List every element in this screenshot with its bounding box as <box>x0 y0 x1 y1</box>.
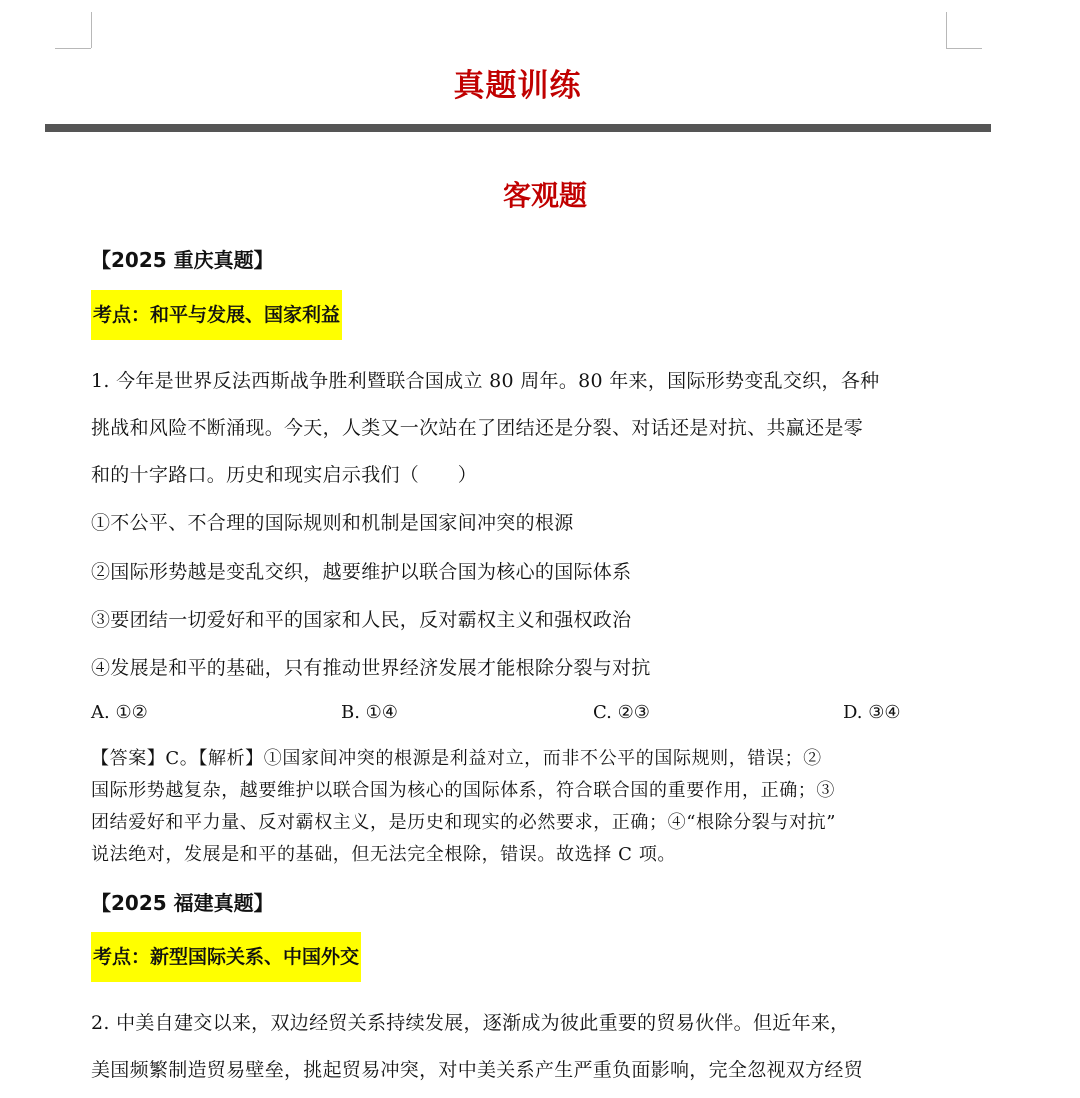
q1-stem-line-1: 1. 今年是世界反法西斯战争胜利暨联合国成立 80 周年。80 年来，国际形势变乱交织，各种 <box>91 370 880 392</box>
q1-option-c: C. ②③ <box>593 702 650 723</box>
q2-stem-line-1: 2. 中美自建交以来，双边经贸关系持续发展，逐渐成为彼此重要的贸易伙伴。但近年来， <box>91 1012 850 1034</box>
q1-stem-line-2: 挑战和风险不断涌现。今天，人类又一次站在了团结还是分裂、对话还是对抗、共赢还是零 <box>91 417 864 439</box>
q1-explanation-line-4: 说法绝对，发展是和平的基础，但无法完全根除，错误。故选择 C 项。 <box>91 844 677 865</box>
section-title: 客观题 <box>502 179 587 212</box>
q2-topic-highlight: 考点：新型国际关系、中国外交 <box>91 932 361 982</box>
q1-option-d: D. ③④ <box>843 702 901 723</box>
document-title: 真题训练 <box>453 68 582 104</box>
q2-stem-line-2: 美国频繁制造贸易壁垒，挑起贸易冲突，对中美关系产生严重负面影响，完全忽视双方经贸 <box>91 1059 864 1081</box>
q1-topic-highlight: 考点：和平与发展、国家利益 <box>91 290 342 340</box>
title-divider <box>45 124 991 132</box>
q1-statement-2: ②国际形势越是变乱交织，越要维护以联合国为核心的国际体系 <box>91 561 632 583</box>
q1-explanation-line-2: 国际形势越复杂，越要维护以联合国为核心的国际体系，符合联合国的重要作用，正确；③ <box>91 780 835 801</box>
q1-explanation-line-1: 【答案】C。【解析】①国家间冲突的根源是利益对立，而非不公平的国际规则，错误；② <box>91 748 822 769</box>
q2-source-heading: 【2025 福建真题】 <box>91 891 274 915</box>
q1-explanation-line-3: 团结爱好和平力量、反对霸权主义，是历史和现实的必然要求，正确；④“根除分裂与对抗” <box>91 812 836 833</box>
q1-stem-line-3: 和的十字路口。历史和现实启示我们（ ） <box>91 464 478 486</box>
q1-source-heading: 【2025 重庆真题】 <box>91 248 274 272</box>
q1-statement-4: ④发展是和平的基础，只有推动世界经济发展才能根除分裂与对抗 <box>91 657 651 679</box>
q1-option-b: B. ①④ <box>341 702 398 723</box>
q1-option-a: A. ①② <box>91 702 148 723</box>
q1-statement-1: ①不公平、不合理的国际规则和机制是国家间冲突的根源 <box>91 512 574 534</box>
q1-statement-3: ③要团结一切爱好和平的国家和人民，反对霸权主义和强权政治 <box>91 609 632 631</box>
